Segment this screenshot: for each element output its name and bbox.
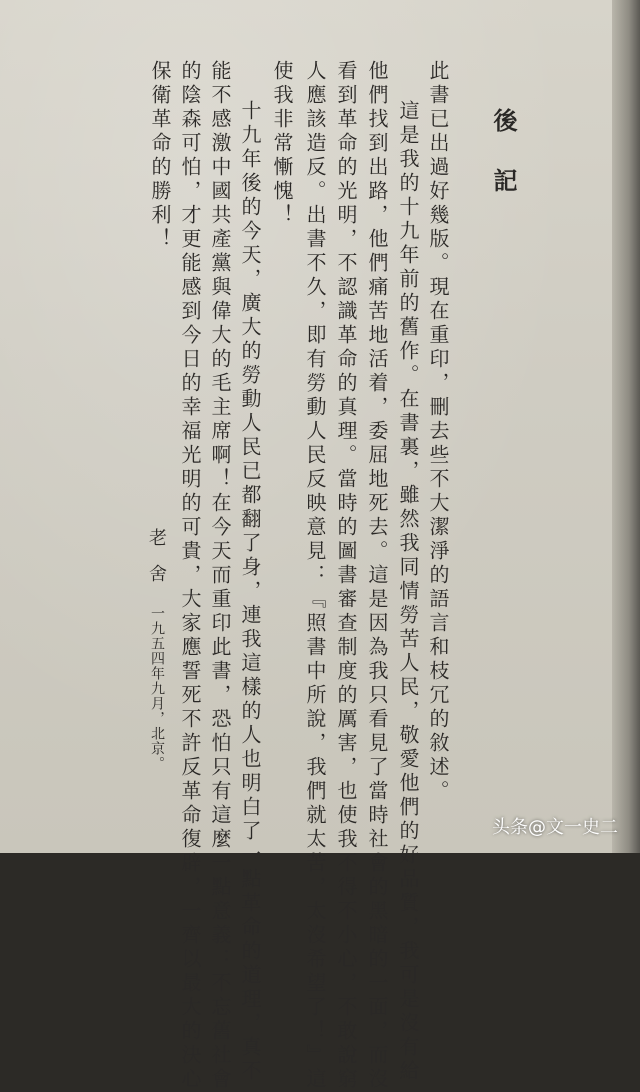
paragraph-line: 這是我的十九年前的舊作。在書裏，雖然我同情勞苦人民，敬愛他們的好品質，我可是沒有給: [396, 100, 420, 1084]
book-spine-shadow: [612, 0, 640, 853]
author-signature: 老舍: [146, 528, 167, 600]
paragraph-line: 十九年後的今天，廣大的勞動人民已都翻了身，連我這樣的人也明白了一點革命的道理，真不: [238, 100, 262, 1084]
page-title: 後記: [489, 108, 518, 228]
date-line: 一九五四年九月，北京。: [149, 606, 165, 771]
paragraph-line: 人應該造反。出書不久，即有勞動人民反映意見：『照書中所說，我們就太苦，太沒希望了！』這: [303, 60, 327, 1092]
paragraph-line: 能不感激中國共產黨與偉大的毛主席啊！在今天而重印此書，恐怕只有這麼一點意義：不忘舊社會: [208, 60, 232, 1092]
paragraph-line: 看到革命的光明，不認識革命的真理。當時的圖書審查制度的厲害，也使我不得不小心，不敢說窮: [334, 60, 358, 1092]
watermark: 头条@文一史二: [492, 817, 618, 838]
paragraph-line: 的陰森可怕，才更能感到今日的幸福光明的可貴，大家應誓死不許反革命復辟，一齊以最大的決心: [178, 60, 202, 1092]
paragraph-line: 此書已出過好幾版。現在重印，刪去些不大潔淨的語言和枝冗的敘述。: [426, 60, 450, 804]
paragraph-line: 他們找到出路，他們痛苦地活着，委屈地死去。這是因為我只看見了當時社會的黑暗的一面，而沒: [365, 60, 389, 1092]
paragraph-line: 使我非常慚愧！: [270, 60, 294, 228]
paragraph-line: 保衛革命的勝利！: [148, 60, 172, 252]
